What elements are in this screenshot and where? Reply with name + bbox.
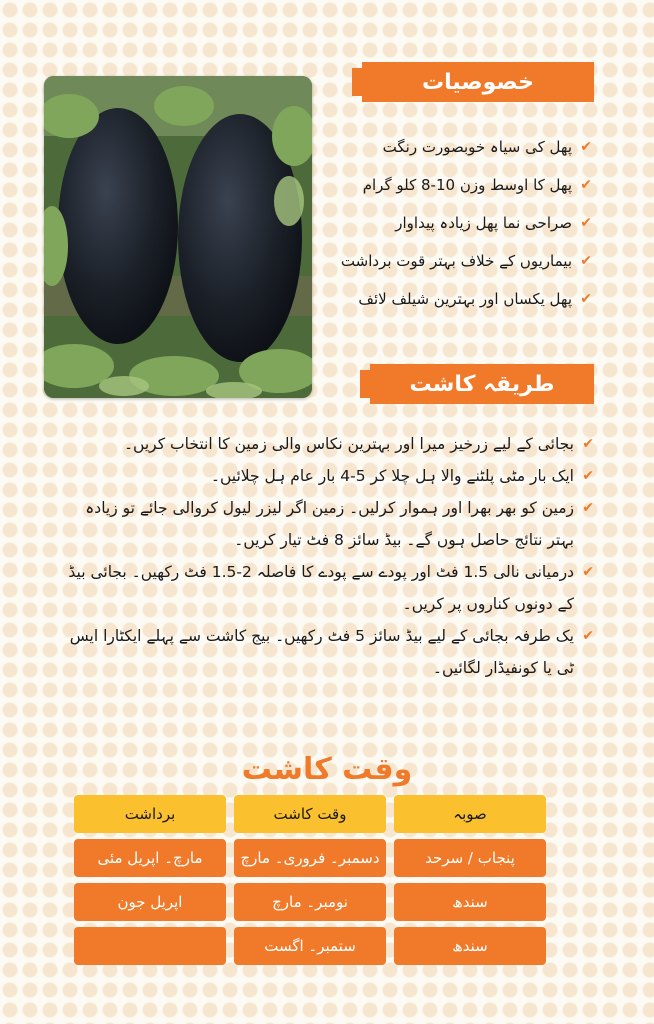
method-header: [370, 364, 594, 404]
method-title: طریقہ کاشت: [409, 371, 555, 397]
header-cell: صوبہ: [394, 795, 546, 833]
table-cell: دسمبر۔ فروری۔ مارچ: [234, 839, 386, 877]
watermelon-photo: [44, 76, 312, 398]
list-item: ✔ بیماریوں کے خلاف بہتر قوت برداشت: [340, 252, 592, 270]
header-cell: برداشت: [74, 795, 226, 833]
table-cell: سندھ: [394, 927, 546, 965]
method-list: [56, 428, 594, 684]
table-cell: ستمبر۔ اگست: [234, 927, 386, 965]
header-cell: وقت کاشت: [234, 795, 386, 833]
list-item: ✔ زمین کو بھر بھرا اور ہموار کرلیں۔ زمین اگر لیزر لیول کروالی جائے تو زیادہ بہتر نتائج حاصل ہوں گے۔ بیڈ سائز 8 فٹ تیار کریں۔: [85, 499, 594, 549]
check-icon: ✔: [582, 500, 594, 516]
sowing-time-title: وقت کاشت: [241, 752, 413, 787]
check-icon: ✔: [580, 215, 592, 231]
check-icon: ✔: [580, 291, 592, 307]
list-item: ✔ پھل کی سیاہ خوبصورت رنگت: [382, 138, 592, 156]
table-cell: مارچ۔ اپریل مئی: [74, 839, 226, 877]
list-item: ✔ بجائی کے لیے زرخیز میرا اور بہترین نکاس والی زمین کا انتخاب کریں۔: [123, 435, 594, 453]
features-list: [330, 128, 592, 318]
check-icon: ✔: [580, 139, 592, 155]
list-item: ✔ ایک بار مٹی پلٹنے والا ہل چلا کر 5-4 بار عام ہل چلائیں۔: [210, 467, 594, 485]
check-icon: ✔: [582, 468, 594, 484]
check-icon: ✔: [580, 177, 592, 193]
check-icon: ✔: [582, 564, 594, 580]
table-cell: پنجاب / سرحد: [394, 839, 546, 877]
list-item: ✔ یک طرفہ بجائی کے لیے بیڈ سائز 5 فٹ رکھیں۔ بیج کاشت سے پہلے ایکٹارا ایس ٹی یا کونفیڈار لگائیں۔: [69, 627, 594, 677]
list-item: ✔ پھل کا اوسط وزن 10-8 کلو گرام: [362, 176, 592, 194]
list-item: ✔ پھل یکساں اور بہترین شیلف لائف: [358, 290, 592, 308]
table-cell: اپریل جون: [74, 883, 226, 921]
check-icon: ✔: [582, 436, 594, 452]
features-header: [362, 62, 594, 102]
check-icon: ✔: [582, 628, 594, 644]
check-icon: ✔: [580, 253, 592, 269]
table-cell: سندھ: [394, 883, 546, 921]
list-item: ✔ درمیانی نالی 1.5 فٹ اور پودے سے پودے کا فاصلہ 2-1.5 فٹ رکھیں۔ بجائی بیڈ کے دونوں کناروں پر کریں۔: [68, 563, 594, 613]
features-title: خصوصیات: [422, 69, 534, 95]
table-cell: [74, 927, 226, 965]
table-cell: نومبر۔ مارچ: [234, 883, 386, 921]
list-item: ✔ صراحی نما پھل زیادہ پیداوار: [395, 214, 592, 232]
